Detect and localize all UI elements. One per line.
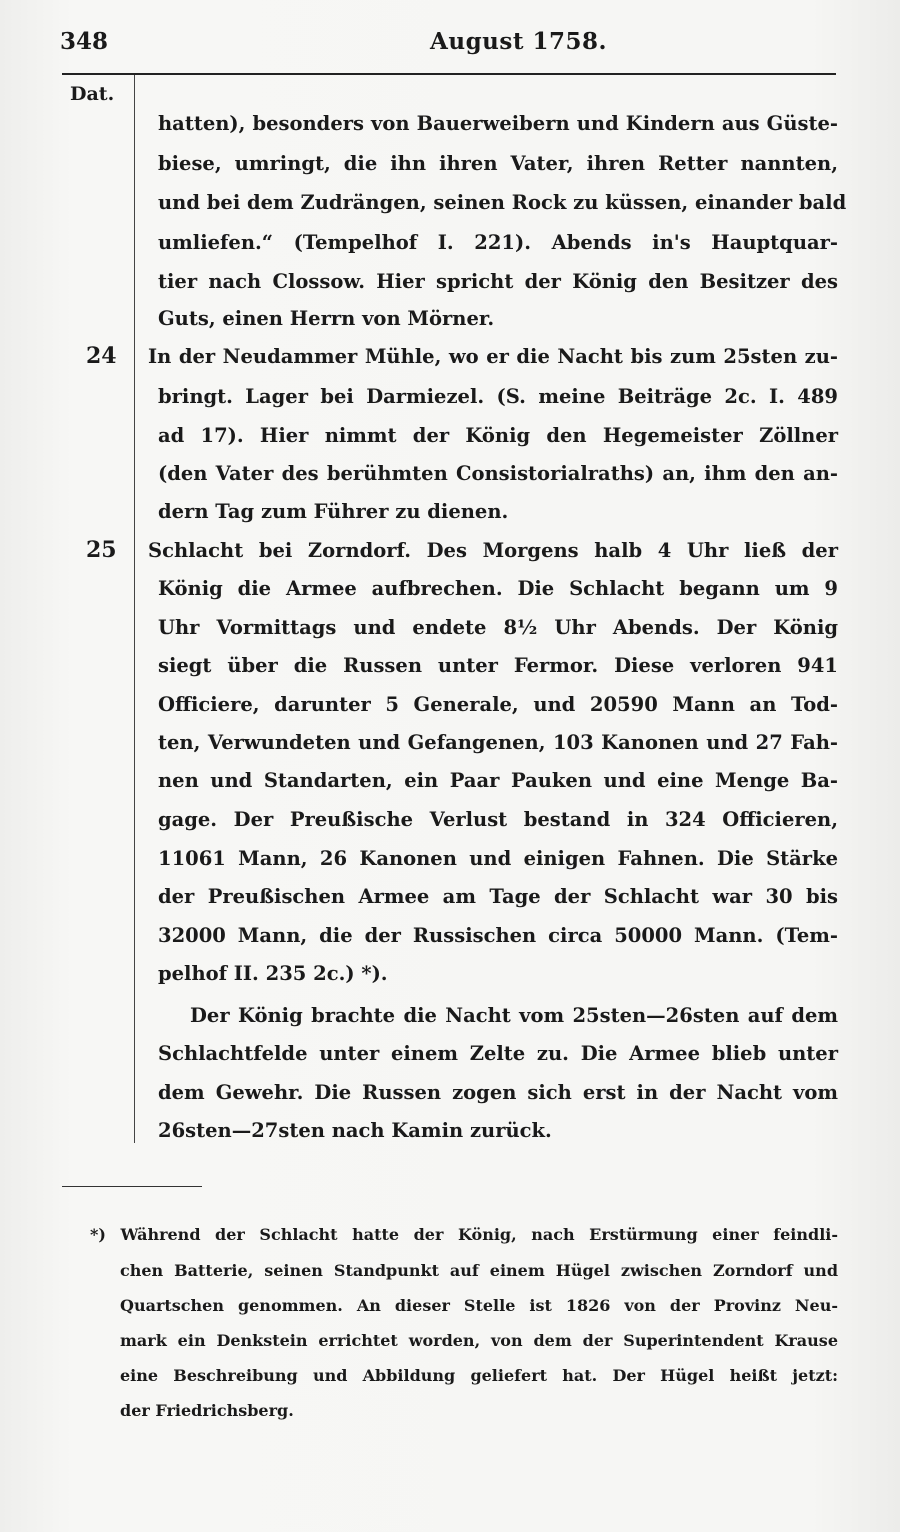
- text-line: hatten), besonders von Bauerweibern und Kindern aus Güste-: [158, 112, 838, 135]
- footnote-line: mark ein Denkstein errichtet worden, von dem der Superintendent Krause: [120, 1331, 838, 1350]
- date-column-divider: [134, 75, 135, 1143]
- text-line: Uhr Vormittags und endete 8½ Uhr Abends. Der König: [158, 616, 838, 639]
- text-line: umliefen.“ (Tempelhof I. 221). Abends in's Hauptquar-: [158, 231, 838, 254]
- text-line: nen und Standarten, ein Paar Pauken und eine Menge Ba-: [158, 769, 838, 792]
- text-line: 11061 Mann, 26 Kanonen und einigen Fahnen. Die Stärke: [158, 847, 838, 870]
- header-rule: [62, 73, 836, 75]
- text-line: bringt. Lager bei Darmiezel. (S. meine Beiträge 2c. I. 489: [158, 385, 838, 408]
- text-line: Schlachtfelde unter einem Zelte zu. Die Armee blieb unter: [158, 1042, 838, 1065]
- text-line: ad 17). Hier nimmt der König den Hegemeister Zöllner: [158, 424, 838, 447]
- footnote-line: der Friedrichsberg.: [120, 1401, 294, 1420]
- page-header: [60, 28, 840, 60]
- text-line: und bei dem Zudrängen, seinen Rock zu küssen, einander bald: [158, 191, 847, 214]
- footnote-line: eine Beschreibung und Abbildung geliefert hat. Der Hügel heißt jetzt:: [120, 1366, 838, 1385]
- text-line: In der Neudammer Mühle, wo er die Nacht bis zum 25sten zu-: [148, 345, 838, 368]
- text-line: 26sten—27sten nach Kamin zurück.: [158, 1119, 552, 1142]
- footnote-line: *) Während der Schlacht hatte der König, nach Erstürmung einer feindli-: [90, 1225, 838, 1244]
- text-line: König die Armee aufbrechen. Die Schlacht begann um 9: [158, 577, 838, 600]
- text-line: Der König brachte die Nacht vom 25sten—26sten auf dem: [190, 1004, 838, 1027]
- text-line: 32000 Mann, die der Russischen circa 50000 Mann. (Tem-: [158, 924, 838, 947]
- text-line: tier nach Clossow. Hier spricht der König den Besitzer des: [158, 270, 838, 293]
- running-head: August 1758.: [430, 28, 607, 55]
- text-line: dern Tag zum Führer zu dienen.: [158, 500, 509, 523]
- footnote-line: chen Batterie, seinen Standpunkt auf einem Hügel zwischen Zorndorf und: [120, 1261, 838, 1280]
- date-column-label: Dat.: [70, 83, 115, 105]
- entry-date: 25: [86, 537, 117, 563]
- text-line: ten, Verwundeten und Gefangenen, 103 Kanonen und 27 Fah-: [158, 731, 838, 754]
- entry-date: 24: [86, 343, 117, 369]
- text-line: der Preußischen Armee am Tage der Schlacht war 30 bis: [158, 885, 838, 908]
- text-line: Schlacht bei Zorndorf. Des Morgens halb 4 Uhr ließ der: [148, 539, 838, 562]
- page-number: 348: [60, 28, 109, 55]
- text-line: pelhof II. 235 2c.) *).: [158, 962, 388, 985]
- footnote-line: Quartschen genommen. An dieser Stelle ist 1826 von der Provinz Neu-: [120, 1296, 838, 1315]
- text-line: siegt über die Russen unter Fermor. Diese verloren 941: [158, 654, 838, 677]
- text-line: biese, umringt, die ihn ihren Vater, ihren Retter nannten,: [158, 152, 838, 175]
- text-line: (den Vater des berühmten Consistorialraths) an, ihm den an-: [158, 462, 838, 485]
- text-line: dem Gewehr. Die Russen zogen sich erst in der Nacht vom: [158, 1081, 838, 1104]
- text-line: Guts, einen Herrn von Mörner.: [158, 307, 495, 330]
- text-line: Officiere, darunter 5 Generale, und 20590 Mann an Tod-: [158, 693, 838, 716]
- text-line: gage. Der Preußische Verlust bestand in 324 Officieren,: [158, 808, 838, 831]
- footnote-rule: [62, 1186, 202, 1187]
